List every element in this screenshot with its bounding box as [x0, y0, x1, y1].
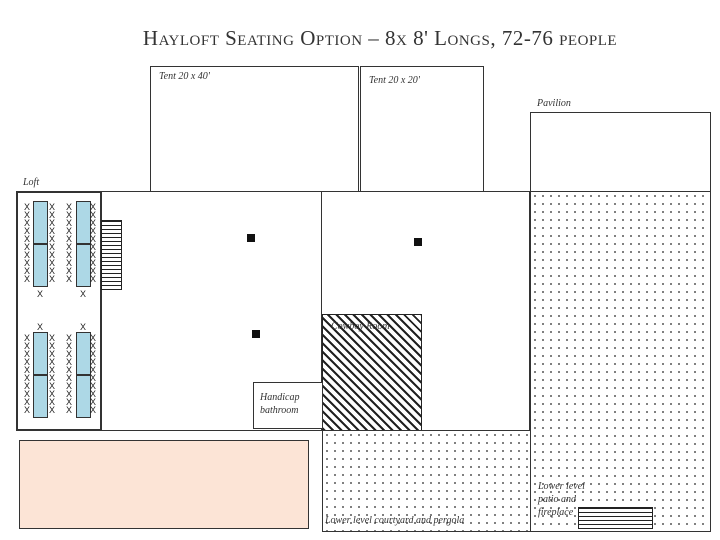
- post-marker: [247, 234, 255, 242]
- pavilion-label: Pavilion: [537, 98, 571, 109]
- table: [76, 375, 91, 418]
- table: [33, 375, 48, 418]
- seat-column: X X X X X X X X X X: [90, 202, 97, 284]
- handicap-bathroom-label: Handicap bathroom: [260, 392, 300, 416]
- table: [76, 244, 91, 287]
- fireplace: [578, 507, 653, 529]
- cowboy-room-label: Cowboy Room: [331, 321, 390, 332]
- peach-area: [19, 440, 309, 529]
- diagram-title: Hayloft Seating Option – 8x 8' Longs, 72-76 people: [142, 26, 618, 50]
- seat-column: X X X X X X X X X X: [66, 333, 73, 415]
- tent-20x40: [150, 66, 359, 192]
- post-marker: [252, 330, 260, 338]
- post-marker: [414, 238, 422, 246]
- seat-marker: X: [37, 322, 44, 332]
- tent-20x20-label: Tent 20 x 20': [369, 75, 420, 86]
- seat-marker: X: [80, 322, 87, 332]
- seat-column: X X X X X X X X X X: [24, 202, 31, 284]
- pavilion: [530, 112, 711, 192]
- table: [33, 201, 48, 244]
- seat-marker: X: [80, 289, 87, 299]
- patio: [530, 191, 711, 532]
- seat-marker: X: [37, 289, 44, 299]
- table: [76, 332, 91, 375]
- patio-label: Lower level patio and fireplace: [538, 481, 585, 518]
- stairs: [101, 220, 122, 290]
- seat-column: X X X X X X X X X X: [49, 333, 56, 415]
- cowboy-room: [322, 314, 422, 431]
- loft-label: Loft: [23, 177, 40, 188]
- courtyard: [322, 430, 531, 532]
- table: [33, 244, 48, 287]
- seat-column: X X X X X X X X X X: [24, 333, 31, 415]
- table: [76, 201, 91, 244]
- seat-column: X X X X X X X X X X: [49, 202, 56, 284]
- tent-20x20: [360, 66, 484, 192]
- seat-column: X X X X X X X X X X: [66, 202, 73, 284]
- courtyard-label: Lower level courtyard and pergola: [325, 515, 465, 526]
- tent-20x40-label: Tent 20 x 40': [159, 71, 210, 82]
- seat-column: X X X X X X X X X X: [90, 333, 97, 415]
- handicap-bathroom: [253, 382, 323, 429]
- table: [33, 332, 48, 375]
